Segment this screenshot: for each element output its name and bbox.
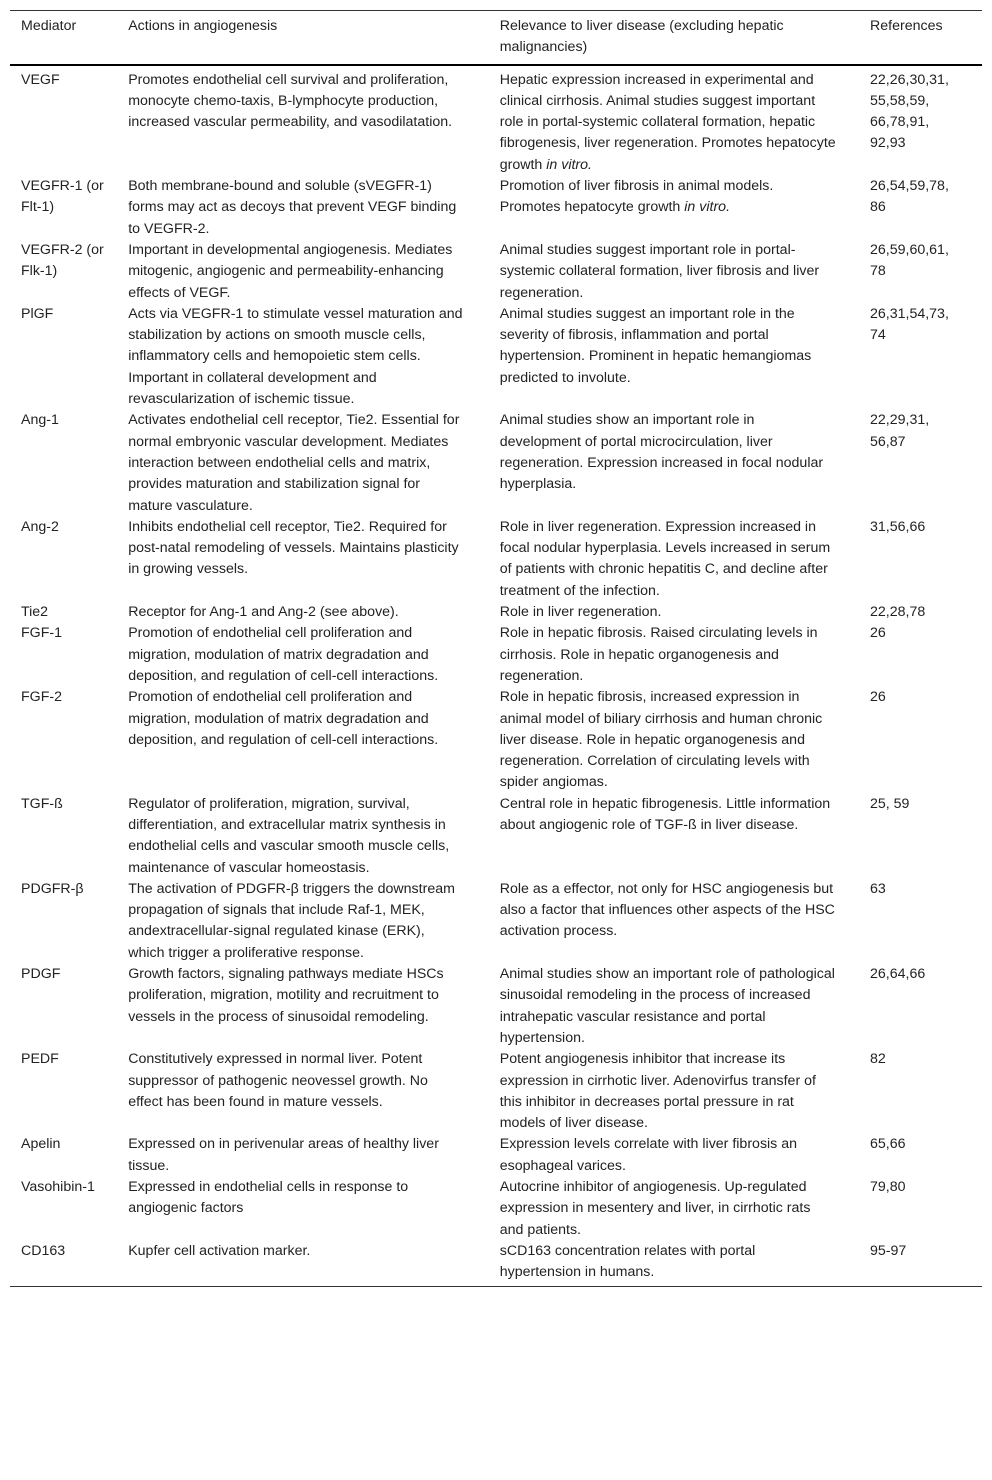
references-cell <box>870 1049 982 1134</box>
references-cell-text: 26,31,54,73, 74 <box>870 305 949 344</box>
relevance-cell <box>500 517 870 602</box>
relevance-cell <box>500 1241 870 1286</box>
table-row <box>10 240 982 304</box>
references-cell <box>870 240 982 304</box>
references-cell-text: 82 <box>870 1051 886 1068</box>
relevance-cell-text: Animal studies suggest an important role in the severity of fibrosis, inflammation and portal hypertension. Prominent in hepatic hemangiomas predicted to involute. <box>499 305 812 386</box>
references-cell <box>870 517 982 602</box>
mediator-cell-text: FGF-2 <box>21 689 62 706</box>
mediator-cell-text: PEDF <box>21 1051 59 1068</box>
references-cell-text: 26,64,66 <box>870 966 926 983</box>
mediator-cell-text: FGF-1 <box>21 625 62 642</box>
relevance-cell <box>500 65 870 176</box>
mediator-cell <box>10 964 128 1049</box>
header-references: References <box>870 11 982 65</box>
references-cell-text: 63 <box>870 880 886 897</box>
actions-cell <box>128 176 500 240</box>
relevance-cell <box>500 623 870 687</box>
table-row <box>10 879 982 964</box>
relevance-cell <box>500 879 870 964</box>
mediator-cell <box>10 1177 128 1241</box>
relevance-cell <box>500 687 870 793</box>
relevance-cell-text: Animal studies show an important role in development of portal microcirculation, liver regeneration. Expression increased in focal nodular hyperplasia. <box>499 412 824 493</box>
references-cell-text: 31,56,66 <box>870 518 926 535</box>
mediator-cell-text: VEGF <box>21 71 60 88</box>
references-cell-text: 22,29,31, 56,87 <box>870 412 930 450</box>
references-cell <box>870 602 982 623</box>
actions-cell <box>128 1134 500 1177</box>
actions-cell-text: Inhibits endothelial cell receptor, Tie2. Required for post-natal remodeling of vessels. Maintains plasticity in growing vessels. <box>128 518 459 578</box>
table-row <box>10 794 982 879</box>
relevance-cell <box>500 602 870 623</box>
mediator-cell <box>10 176 128 240</box>
relevance-cell-text: Role in liver regeneration. <box>499 604 662 621</box>
references-cell-text: 25, 59 <box>870 795 910 812</box>
references-cell <box>870 410 982 516</box>
actions-cell <box>128 304 500 410</box>
relevance-cell <box>500 1049 870 1134</box>
mediator-cell <box>10 687 128 793</box>
table-row <box>10 1134 982 1177</box>
references-cell <box>870 1241 982 1286</box>
actions-cell-text: Promotes endothelial cell survival and proliferation, monocyte chemo-taxis, B-lymphocyte production, increased vascular permeability, and vasodilatation. <box>128 71 453 131</box>
references-cell <box>870 65 982 176</box>
actions-cell <box>128 1177 500 1241</box>
header-mediator: Mediator <box>10 11 128 65</box>
table-row <box>10 65 982 176</box>
header-row <box>10 11 982 65</box>
table-row <box>10 1049 982 1134</box>
mediator-cell-text: PDGF <box>21 966 61 983</box>
mediator-cell-text: Vasohibin-1 <box>21 1179 95 1196</box>
mediator-cell-text: TGF-ß <box>21 795 63 812</box>
actions-cell-text: Activates endothelial cell receptor, Tie2. Essential for normal embryonic vascular development. Mediates interaction between endothelial cells and matrix, provides maturation and stabilization signal for mature vasculature. <box>128 412 460 514</box>
relevance-cell-text: Expression levels correlate with liver fibrosis an esophageal varices. <box>499 1136 797 1174</box>
relevance-cell <box>500 794 870 879</box>
actions-cell <box>128 65 500 176</box>
actions-cell <box>128 794 500 879</box>
angiogenesis-mediators-table <box>10 10 982 1287</box>
references-cell <box>870 687 982 793</box>
mediator-cell <box>10 602 128 623</box>
actions-cell-text: Acts via VEGFR-1 to stimulate vessel maturation and stabilization by actions on smooth muscle cells, inflammatory cells and hemopoietic stem cells. Important in collateral development and revascularization of ischemic tissue. <box>128 305 463 408</box>
relevance-cell <box>500 176 870 240</box>
references-cell <box>870 1134 982 1177</box>
references-cell <box>870 304 982 410</box>
references-cell-text: 95-97 <box>870 1242 907 1259</box>
table-row <box>10 1241 982 1286</box>
references-cell-text: 22,28,78 <box>870 604 926 621</box>
actions-cell <box>128 1049 500 1134</box>
references-cell-text: 26 <box>870 689 886 706</box>
table-row <box>10 176 982 240</box>
actions-cell-text: Regulator of proliferation, migration, survival, differentiation, and extracellular matrix synthesis in endothelial cells and vascular smooth muscle cells, maintenance of vascular homeostasis. <box>128 795 450 876</box>
actions-cell-text: Expressed on in perivenular areas of healthy liver tissue. <box>128 1136 439 1174</box>
actions-cell <box>128 240 500 304</box>
relevance-cell <box>500 964 870 1049</box>
actions-cell <box>128 964 500 1049</box>
actions-cell <box>128 1241 500 1286</box>
actions-cell <box>128 602 500 623</box>
references-cell <box>870 176 982 240</box>
relevance-cell-text: Potent angiogenesis inhibitor that increase its expression in cirrhotic liver. Adenovirfus transfer of this inhibitor in decreases portal pressure in rat models of liver disease. <box>499 1051 816 1132</box>
table-row <box>10 304 982 410</box>
mediator-cell <box>10 794 128 879</box>
actions-cell-text: Promotion of endothelial cell proliferation and migration, modulation of matrix degradation and deposition, and regulation of cell-cell interactions. <box>128 689 439 748</box>
relevance-cell-text: Central role in hepatic fibrogenesis. Little information about angiogenic role of TGF-ß in liver disease. <box>499 795 831 833</box>
actions-cell-text: Growth factors, signaling pathways mediate HSCs proliferation, migration, motility and recruitment to vessels in the process of sinusoidal remodeling. <box>128 966 444 1025</box>
table-row <box>10 410 982 516</box>
mediator-cell <box>10 517 128 602</box>
relevance-cell-italic-text: in vitro. <box>684 199 731 216</box>
relevance-cell <box>500 240 870 304</box>
mediator-cell-text: Ang-2 <box>21 518 59 535</box>
references-cell <box>870 964 982 1049</box>
relevance-cell-text: Animal studies show an important role of pathological sinusoidal remodeling in the process of increased intrahepatic vascular resistance and portal hypertension. <box>499 966 835 1046</box>
mediator-cell-text: Apelin <box>21 1136 61 1153</box>
relevance-cell-text: Animal studies suggest important role in portal-systemic collateral formation, liver fibrosis and liver regeneration. <box>499 241 820 301</box>
actions-cell-text: Important in developmental angiogenesis. Mediates mitogenic, angiogenic and permeability-enhancing effects of VEGF. <box>128 241 453 301</box>
actions-cell-text: Both membrane-bound and soluble (sVEGFR-1) forms may act as decoys that prevent VEGF binding to VEGFR-2. <box>128 178 457 237</box>
actions-cell-text: Kupfer cell activation marker. <box>128 1242 311 1259</box>
references-cell <box>870 1177 982 1241</box>
references-cell <box>870 623 982 687</box>
relevance-cell-text: Promotion of liver fibrosis in animal models. Promotes hepatocyte growth <box>499 178 774 216</box>
table-row <box>10 687 982 793</box>
actions-cell-text: Constitutively expressed in normal liver. Potent suppressor of pathogenic neovessel growth. No effect has been found in mature vessels. <box>128 1051 428 1110</box>
mediator-cell-text: Tie2 <box>21 604 49 621</box>
mediator-cell <box>10 240 128 304</box>
mediator-cell <box>10 1134 128 1177</box>
table-row <box>10 623 982 687</box>
mediator-cell-text: PDGFR-β <box>21 880 84 897</box>
header-actions: Actions in angiogenesis <box>128 11 500 65</box>
mediator-cell-text: CD163 <box>21 1242 66 1259</box>
mediator-cell-text: Ang-1 <box>21 412 59 429</box>
relevance-cell-text: Role as a effector, not only for HSC angiogenesis but also a factor that influences other aspects of the HSC activation process. <box>499 880 835 940</box>
references-cell <box>870 794 982 879</box>
relevance-cell-text: sCD163 concentration relates with portal hypertension in humans. <box>499 1242 756 1281</box>
actions-cell <box>128 517 500 602</box>
relevance-cell-text: Autocrine inhibitor of angiogenesis. Up-regulated expression in mesentery and liver, in cirrhotic rats and patients. <box>499 1179 811 1238</box>
relevance-cell-text: Role in hepatic fibrosis. Raised circulating levels in cirrhosis. Role in hepatic organogenesis and regeneration. <box>499 625 818 684</box>
references-cell-text: 26,59,60,61, 78 <box>870 241 949 280</box>
header-relevance: Relevance to liver disease (excluding hepatic malignancies) <box>500 11 870 65</box>
actions-cell-text: Expressed in endothelial cells in response to angiogenic factors <box>128 1179 409 1217</box>
actions-cell-text: The activation of PDGFR-β triggers the downstream propagation of signals that include Raf-1, MEK, andextracellular-signal regulated kinase (ERK), which trigger a proliferative response. <box>128 880 455 961</box>
relevance-cell <box>500 410 870 516</box>
mediator-cell <box>10 1049 128 1134</box>
relevance-cell-text: Role in hepatic fibrosis, increased expression in animal model of biliary cirrhosis and human chronic liver disease. Role in hepatic organogenesis and regeneration. Correlation of circulating levels with spider angiomas. <box>499 689 823 791</box>
references-cell-text: 26 <box>870 625 886 642</box>
references-cell-text: 22,26,30,31, 55,58,59, 66,78,91, 92,93 <box>870 71 949 152</box>
references-cell <box>870 879 982 964</box>
mediator-cell <box>10 410 128 516</box>
mediator-cell-text: VEGFR-2 (or Flk-1) <box>21 241 104 280</box>
relevance-cell-text: Role in liver regeneration. Expression increased in focal nodular hyperplasia. Levels increased in serum of patients with chronic hepatitis C, and decline after treatment of the infection. <box>499 518 831 599</box>
relevance-cell <box>500 1177 870 1241</box>
mediator-cell <box>10 304 128 410</box>
relevance-cell <box>500 304 870 410</box>
references-cell-text: 26,54,59,78, 86 <box>870 178 949 216</box>
table-row <box>10 602 982 623</box>
actions-cell <box>128 623 500 687</box>
references-cell-text: 65,66 <box>870 1136 906 1153</box>
references-cell-text: 79,80 <box>870 1179 906 1196</box>
mediator-cell <box>10 623 128 687</box>
actions-cell <box>128 879 500 964</box>
mediator-cell <box>10 879 128 964</box>
relevance-cell <box>500 1134 870 1177</box>
actions-cell-text: Receptor for Ang-1 and Ang-2 (see above). <box>128 604 399 621</box>
table-row <box>10 1177 982 1241</box>
actions-cell-text: Promotion of endothelial cell proliferation and migration, modulation of matrix degradation and deposition, and regulation of cell-cell interactions. <box>128 625 439 684</box>
mediator-cell-text: VEGFR-1 (or Flt-1) <box>21 178 104 216</box>
mediator-cell <box>10 1241 128 1286</box>
actions-cell <box>128 687 500 793</box>
relevance-cell-text: Hepatic expression increased in experimental and clinical cirrhosis. Animal studies suggest important role in portal-systemic collateral formation, hepatic fibrogenesis, liver regeneration. Promotes hepatocyte growth <box>499 71 836 173</box>
mediator-cell <box>10 65 128 176</box>
table-row <box>10 964 982 1049</box>
table-row <box>10 517 982 602</box>
actions-cell <box>128 410 500 516</box>
relevance-cell-italic-text: in vitro. <box>546 156 592 173</box>
mediator-cell-text: PlGF <box>21 305 54 322</box>
